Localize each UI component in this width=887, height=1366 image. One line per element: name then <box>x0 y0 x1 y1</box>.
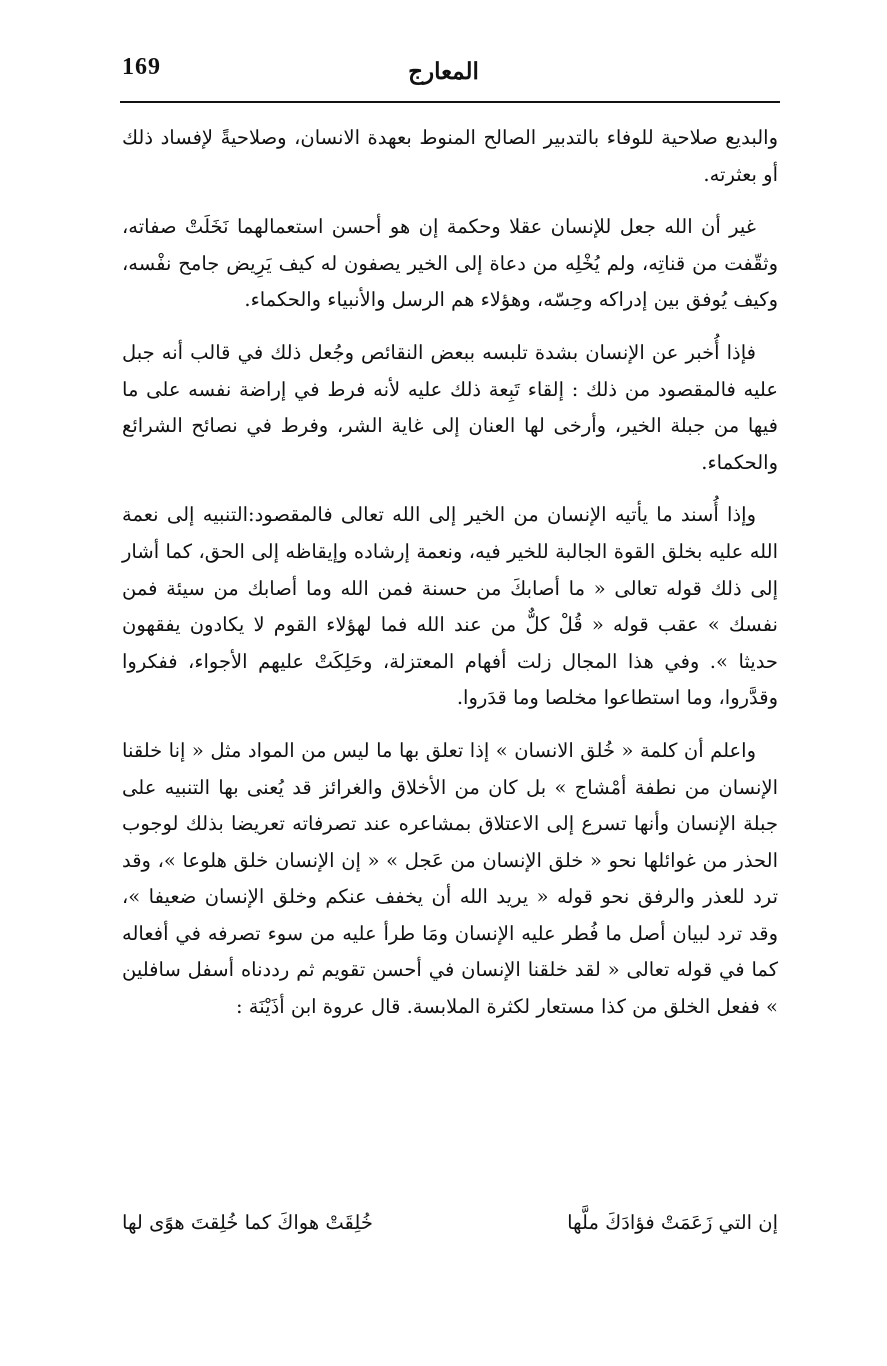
paragraph: وإذا أُسند ما يأتيه الإنسان من الخير إلى الله تعالى فالمقصود:التنبيه إلى نعمة الله عليه بخلق القوة الجالبة للخير فيه، ونعمة إرشاده وإيقاظه إلى الحق، كما أشار إلى ذلك قوله تعالى « ما أصابكَ من حسنة فمن الله وما أصابك من سيئة فمن نفسك » عقب قوله « قُلْ كلٌّ من عند الله فما لهؤلاء القوم لا يكادون يفقهون حديثا ». وفي هذا المجال زلت أفهام المعتزلة، وحَلِكَتْ عليهم الأجواء، ففكروا وقدَّروا، وما استطاعوا مخلصا وما قدَروا. <box>122 503 778 710</box>
verse-first-hemistich: إن التي زَعَمَتْ فؤادَكَ ملَّها <box>567 1211 778 1234</box>
body-text <box>122 120 778 1042</box>
paragraph: غير أن الله جعل للإنسان عقلا وحكمة إن هو أحسن استعمالهما نَخَلَتْ صفاته، وثقّفت من قناتِه، ولم يُخْلِه من دعاة إلى الخير يصفون له كيف يَرِيض جامح نفْسه، وكيف يُوفق بين إدراكه وحِسّه، وهؤلاء هم الرسل والأنبياء والحكماء. <box>122 215 778 312</box>
page-number: 169 <box>122 54 161 80</box>
paragraph: والبديع صلاحية للوفاء بالتدبير الصالح المنوط بعهدة الانسان، وصلاحيةً لإفساد ذلك أو بعثرته. <box>122 126 778 186</box>
poetry-verse <box>122 1205 778 1241</box>
paragraph: فإذا أُخبر عن الإنسان بشدة تلبسه ببعض النقائص وجُعل ذلك في قالب أنه جبل عليه فالمقصود من ذلك : إلقاء تَبِعة ذلك عليه لأنه فرط في إراضة نفسه على ما فيها من جبلة الخير، وأرخى لها العنان إلى غاية الشر، وفرط في نصائح الشرائع والحكماء. <box>122 340 778 474</box>
paragraph: واعلم أن كلمة « خُلق الانسان » إذا تعلق بها ما ليس من المواد مثل « إنا خلقنا الإنسان من نطفة أمْشاج » بل كان من الأخلاق والغرائز قد يُعنى بها التنبيه على جبلة الإنسان وأنها تسرع إلى الاعتلاق بمشاعره عند تصرفاته تعريضا بذلك لوجوب الحذر من غوائلها نحو « خلق الإنسان من عَجل » « إن الإنسان خلق هلوعا »، وقد ترد للعذر والرفق نحو قوله « يريد الله أن يخفف عنكم وخلق الإنسان ضعيفا »، وقد ترد لبيان أصل ما فُطر عليه الإنسان ومَا طرأ عليه من سوء تصرفه في أفعاله كما في قوله تعالى « لقد خلقنا الإنسان في أحسن تقويم ثم رددناه أسفل سافلين » ففعل الخلق من كذا مستعار لكثرة الملابسة. قال عروة ابن أذَيْنَة : <box>122 738 778 1019</box>
header-rule <box>120 101 780 103</box>
verse-second-hemistich: خُلِقَتْ هواكَ كما خُلِقتَ هوًى لها <box>122 1211 373 1234</box>
running-title: المعارج <box>408 58 479 85</box>
